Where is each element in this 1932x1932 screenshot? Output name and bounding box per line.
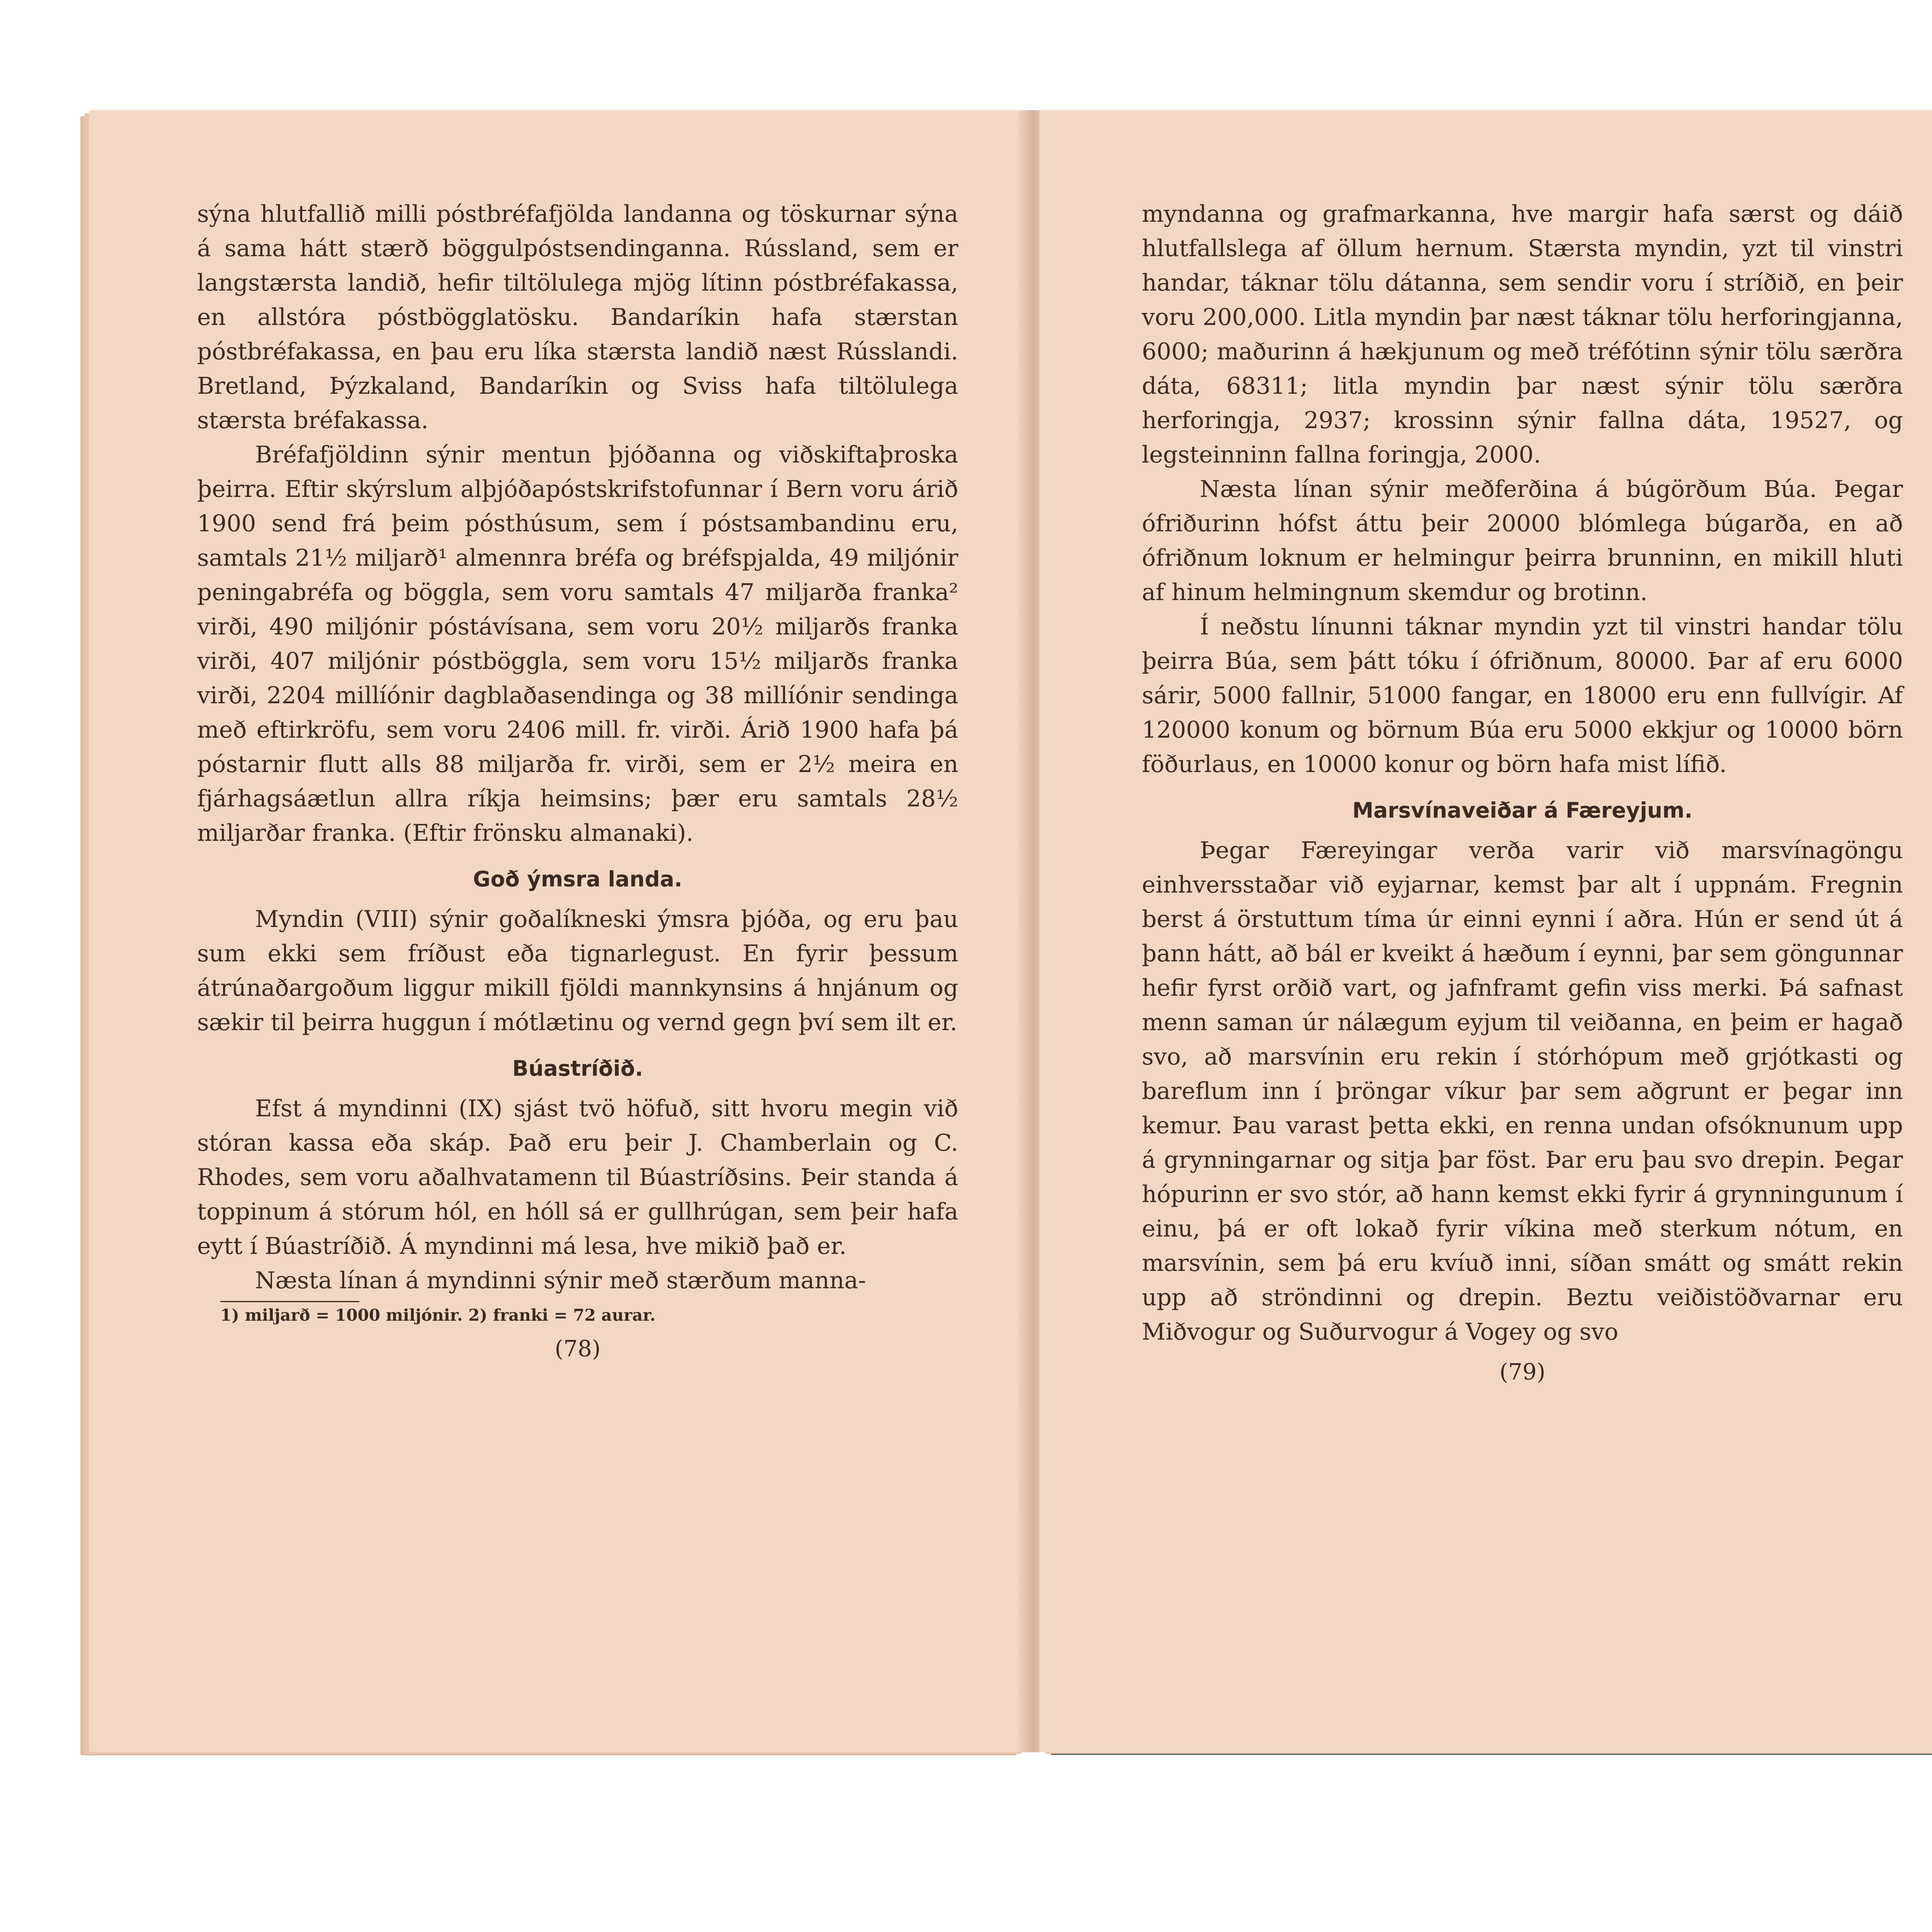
page-number: (78): [554, 1335, 601, 1362]
paragraph: Þegar Færeyingar verða varir við marsvínagöngu einhversstaðar við eyjarnar, kemst þar alt í uppnám. Fregnin berst á örstuttum tíma úr einni eynni í aðra. Hún er send út á þann hátt, að bál er kveikt á hæðum í eynni, þar sem göngunnar hefir fyrst orðið vart, og jafnframt gefin viss merki. Þá safnast menn saman úr nálægum eyjum til veiðanna, en þeim er hagað svo, að marsvínin eru rekin í stórhópum með grjótkasti og bareflum inn í þröngar víkur þar sem aðgrunt er þegar inn kemur. Þau varast þetta ekki, en renna undan ofsóknunum upp á grynningarnar og sitja þar föst. Þar eru þau svo drepin. Þegar hópurinn er svo stór, að hann kemst ekki fyrir á grynningunum í einu, þá er oft lokað fyrir víkina með sterkum nótum, en marsvínin, sem þá eru kvíuð inni, síðan smátt og smátt rekin upp að ströndinni og drepin. Beztu veiðistöðvarnar eru Miðvogur og Suðurvogur á Vogey og svo: [1142, 837, 1903, 1345]
page-number: (79): [1499, 1359, 1546, 1385]
paragraph: sýna hlutfallið milli póstbréfafjölda landanna og töskurnar sýna á sama hátt stærð böggulpóstsendinganna. Rússland, sem er langstærsta landið, hefir tiltölulega mjög lítinn póstbréfakassa, en allstóra póstbögglatösku. Bandaríkin hafa stærstan póstbréfakassa, en þau eru líka stærsta landið næst Rússlandi. Bretland, Þýzkaland, Bandaríkin og Sviss hafa tiltölulega stærsta bréfakassa.: [197, 201, 958, 434]
paragraph: Næsta línan á myndinni sýnir með stærðum manna-: [255, 1267, 866, 1294]
paragraph: Myndin (VIII) sýnir goðalíkneski ýmsra þjóða, og eru þau sum ekki sem fríðust eða tignarlegust. En fyrir þessum átrúnaðargoðum liggur mikill fjöldi mannkynsins á hnjánum og sækir til þeirra huggun í mótlætinu og vernd gegn því sem ilt er.: [197, 906, 958, 1036]
paragraph: myndanna og grafmarkanna, hve margir hafa særst og dáið hlutfallslega af öllum hernum. Stærsta myndin, yzt til vinstri handar, táknar tölu dátanna, sem sendir voru í stríðið, en þeir voru 200,000. Litla myndin þar næst táknar tölu herforingjanna, 6000; maðurinn á hækjunum og með tréfótinn sýnir tölu særðra dáta, 68311; litla myndin þar næst sýnir tölu særðra herforingja, 2937; krossinn sýnir fallna dáta, 19527, og legsteinninn fallna foringja, 2000.: [1142, 201, 1903, 468]
paragraph: Næsta línan sýnir meðferðina á búgörðum Búa. Þegar ófriðurinn hófst áttu þeir 20000 blómlega búgarða, en að ófriðnum loknum er helmingur þeirra brunninn, en mikill hluti af hinum helmingnum skemdur og brotinn.: [1142, 476, 1903, 606]
paragraph: Í neðstu línunni táknar myndin yzt til vinstri handar tölu þeirra Búa, sem þátt tóku í ófriðnum, 80000. Þar af eru 6000 sárir, 5000 fallnir, 51000 fangar, en 18000 eru enn fullvígir. Af 120000 konum og börnum Búa eru 5000 ekkjur og 10000 börn föðurlaus, en 10000 konur og börn hafa mist lífið.: [1142, 613, 1903, 778]
section-heading: Goð ýmsra landa.: [473, 867, 682, 891]
right-page-text: [1142, 197, 1903, 1389]
section-heading: Marsvínaveiðar á Færeyjum.: [1352, 798, 1693, 823]
open-book: [89, 110, 1932, 1932]
left-page-text: [197, 197, 958, 1366]
paragraph: Efst á myndinni (IX) sjást tvö höfuð, sitt hvoru megin við stóran kassa eða skáp. Það eru þeir J. Chamberlain og C. Rhodes, sem voru aðalhvatamenn til Búastríðsins. Þeir standa á toppinum á stórum hól, en hóll sá er gullhrúgan, sem þeir hafa eytt í Búastríðið. Á myndinni má lesa, hve mikið það er.: [197, 1095, 958, 1260]
footnote: 1) miljarð = 1000 miljónir. 2) franki = 72 aurar.: [220, 1306, 656, 1325]
section-heading: Búastríðið.: [512, 1056, 643, 1081]
left-page: [89, 110, 1028, 1752]
footnote-divider: [220, 1301, 359, 1302]
right-page: [1039, 110, 1932, 1752]
paragraph: Bréfafjöldinn sýnir mentun þjóðanna og viðskiftaþroska þeirra. Eftir skýrslum alþjóðapóstskrifstofunnar í Bern voru árið 1900 send frá þeim pósthúsum, sem í póstsambandinu eru, samtals 21½ miljarð¹ almennra bréfa og bréfspjalda, 49 miljónir peningabréfa og böggla, sem voru samtals 47 miljarða franka² virði, 490 miljónir póstávísana, sem voru 20½ miljarðs franka virði, 407 miljónir póstböggla, sem voru 15½ miljarðs franka virði, 2204 millíónir dagblaðasendinga og 38 millíónir sendinga með eftirkröfu, sem voru 2406 mill. fr. virði. Árið 1900 hafa þá póstarnir flutt alls 88 miljarða fr. virði, sem er 2½ meira en fjárhagsáætlun allra ríkja heimsins; þær eru samtals 28½ miljarðar franka. (Eftir frönsku almanaki).: [197, 441, 958, 847]
